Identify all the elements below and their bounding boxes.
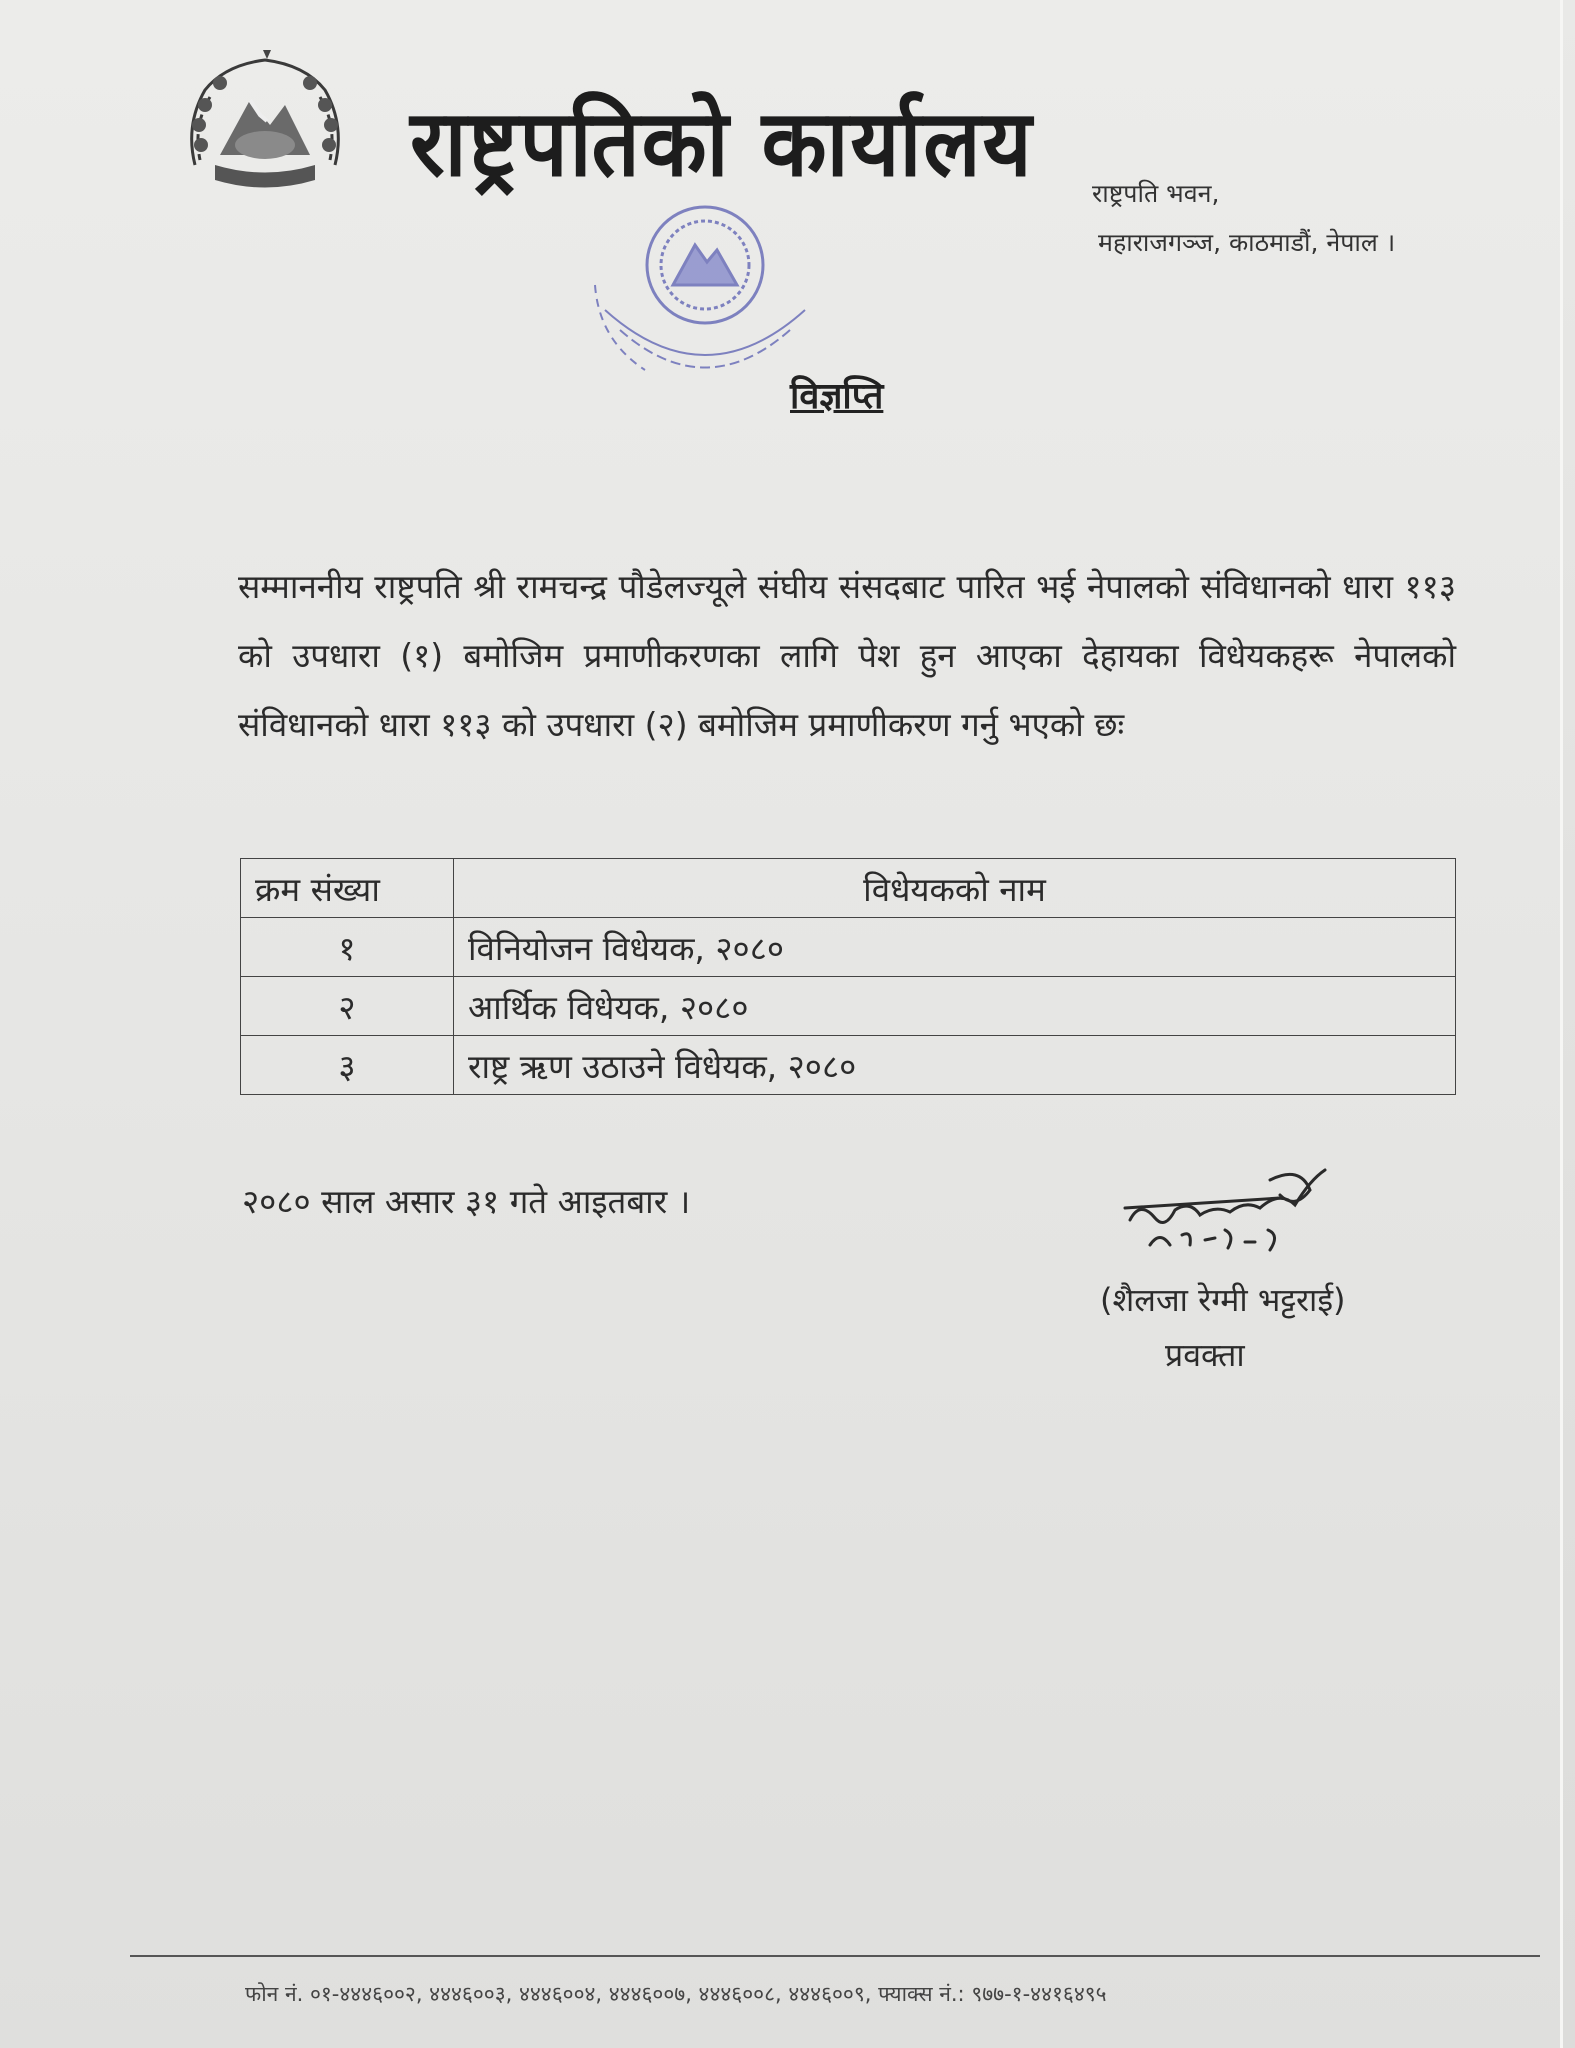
table-header-row — [241, 859, 1456, 918]
signatory-role: प्रवक्ता — [1165, 1336, 1245, 1374]
bills-table — [240, 858, 1456, 1095]
notice-heading: विज्ञप्ति — [790, 376, 884, 417]
footer-contact: फोन नं. ०१-४४४६००२, ४४४६००३, ४४४६००४, ४४४६००७, ४४४६००८, ४४४६००९, फ्याक्स नं.: ९७७-१-४४१६४९५ — [245, 1982, 1107, 2006]
handwritten-signature-icon — [1120, 1150, 1350, 1270]
address-line-2: महाराजगञ्ज, काठमाडौं, नेपाल । — [1098, 228, 1396, 257]
office-stamp-icon — [585, 190, 825, 390]
nepal-emblem-icon — [175, 45, 355, 205]
table-row — [241, 918, 1456, 977]
signatory-name: (शैलजा रेग्मी भट्टराई) — [1100, 1281, 1346, 1319]
column-header-serial: क्रम संख्या — [241, 859, 454, 918]
footer-divider — [130, 1955, 1540, 1957]
table-row — [241, 1036, 1456, 1095]
bill-name-cell: आर्थिक विधेयक, २०८० — [454, 977, 1456, 1036]
table-row — [241, 977, 1456, 1036]
serial-cell: २ — [241, 977, 454, 1036]
serial-cell: ३ — [241, 1036, 454, 1095]
column-header-bill-name: विधेयकको नाम — [454, 859, 1456, 918]
office-title: राष्ट्रपतिको कार्यालय — [410, 90, 1034, 197]
serial-cell: १ — [241, 918, 454, 977]
issue-date: २०८० साल असार ३१ गते आइतबार । — [242, 1182, 691, 1221]
bill-name-cell: विनियोजन विधेयक, २०८० — [454, 918, 1456, 977]
bill-name-cell: राष्ट्र ऋण उठाउने विधेयक, २०८० — [454, 1036, 1456, 1095]
address-line-1: राष्ट्रपति भवन, — [1092, 179, 1220, 208]
notice-body: सम्माननीय राष्ट्रपति श्री रामचन्द्र पौडेलज्यूले संघीय संसदबाट पारित भई नेपालको संविधानको धारा ११३ को उपधारा (१) बमोजिम प्रमाणीकरणका लागि पेश हुन आएका देहायका विधेयकहरू नेपालको संविधानको धारा ११३ को उपधारा (२) बमोजिम प्रमाणीकरण गर्नु भएको छः — [238, 567, 1456, 744]
